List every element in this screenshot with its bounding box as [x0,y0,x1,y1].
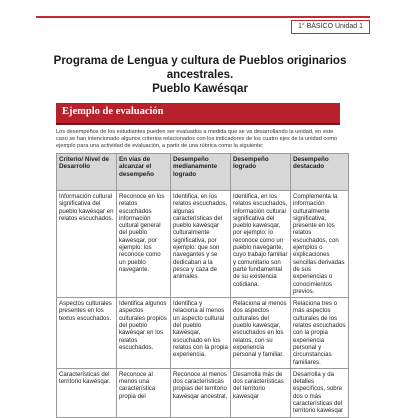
table-cell: Reconoce al menos dos características propias del territorio kawésqar ancestral, [171,368,231,417]
table-cell: Complementa la información culturalmente significativa, presente en los relatos escuchados, con ejemplos o explicaciones sencillas derivadas de sus experiencias o conocimientos previos. [291,191,349,298]
table-cell: Identifica, en los relatos escuchados, información cultural significativa del pueblo kawésqar, por ejemplo: lo reconoce como un pueblo navegante, cuyo trabajo familiar y comunitario son parte fundamental de su existencia cotidiana. [231,191,291,298]
table-cell: Desarrolla y da detalles específicos, sobre dos o más características del territorio kawésqar [291,368,349,417]
table-cell: Reconoce en los relatos escuchados información cultural general del pueblo kawésqar, por ejemplo: los reconoce como un pueblo navegante. [117,191,171,298]
page-header [0,0,400,34]
table-cell: Desarrolla más de dos características del territorio kawésqar [231,368,291,417]
header-logrado: Desempeño logrado [231,154,291,191]
header-en-vias: En vías de alcanzar el desempeño [117,154,171,191]
table-cell: Información cultural significativa del pueblo kawésqar en relatos escuchados. [57,191,117,298]
table-cell: Identifica algunos aspectos culturales propios del pueblo kawésqar en los relatos escuchados. [117,298,171,369]
program-title-line2: Pueblo Kawésqar [152,83,248,95]
table-row [57,368,349,417]
table-cell: Reconoce al menos una característica propia del [117,368,171,417]
intro-paragraph: Los desempeños de los estudiantes pueden ser evaluados a medida que se va desarrollando la unidad, en este caso se han intencionado algunos criterios relacionados con los indicadores de los cuatro ejes de la unidad como ejemplo para una actividad de evaluación, a partir de una rúbrica como la siguiente: [56,129,338,149]
header-rule [36,16,370,18]
rubric-table [56,153,349,418]
table-cell: Aspectos culturales presentes en los textos escuchados. [57,298,117,369]
table-cell: Identifica, en los relatos escuchados, algunas características del pueblo kawésqar culturalmente significativa, por ejemplo: que son navegantes y se dedicaban a la pesca y caza de animales. [171,191,231,298]
table-cell: Relaciona tres o más aspectos culturales de los relatos escuchados con la propia experiencia personal y circunstancias familiares. [291,298,349,369]
section-heading: Ejemplo de evaluación [62,106,164,117]
unit-tag: 1° BÁSICO Unidad 1 [291,20,370,34]
header-medianamente: Desempeño medianamente logrado [171,154,231,191]
program-title-line1: Programa de Lengua y cultura de Pueblos originarios ancestrales. [53,55,347,81]
table-row [57,191,349,298]
header-criterio: Criterio/ Nivel de Desarrollo [57,154,117,191]
table-cell: Relaciona al menos dos aspectos culturales del pueblo kawésqar, escuchados en los relatos, con su experiencia personal y familiar. [231,298,291,369]
table-cell: Características del territorio kawésqar. [57,368,117,417]
rubric-header-row [57,154,349,191]
program-title [20,54,380,96]
header-destacado: Desempeño destacado [291,154,349,191]
section-heading-bar [56,103,340,125]
table-row [57,298,349,369]
table-cell: Identifica y relaciona al menos un aspecto cultural del pueblo kawésqar, escuchado en los relatos con la propia experiencia. [171,298,231,369]
